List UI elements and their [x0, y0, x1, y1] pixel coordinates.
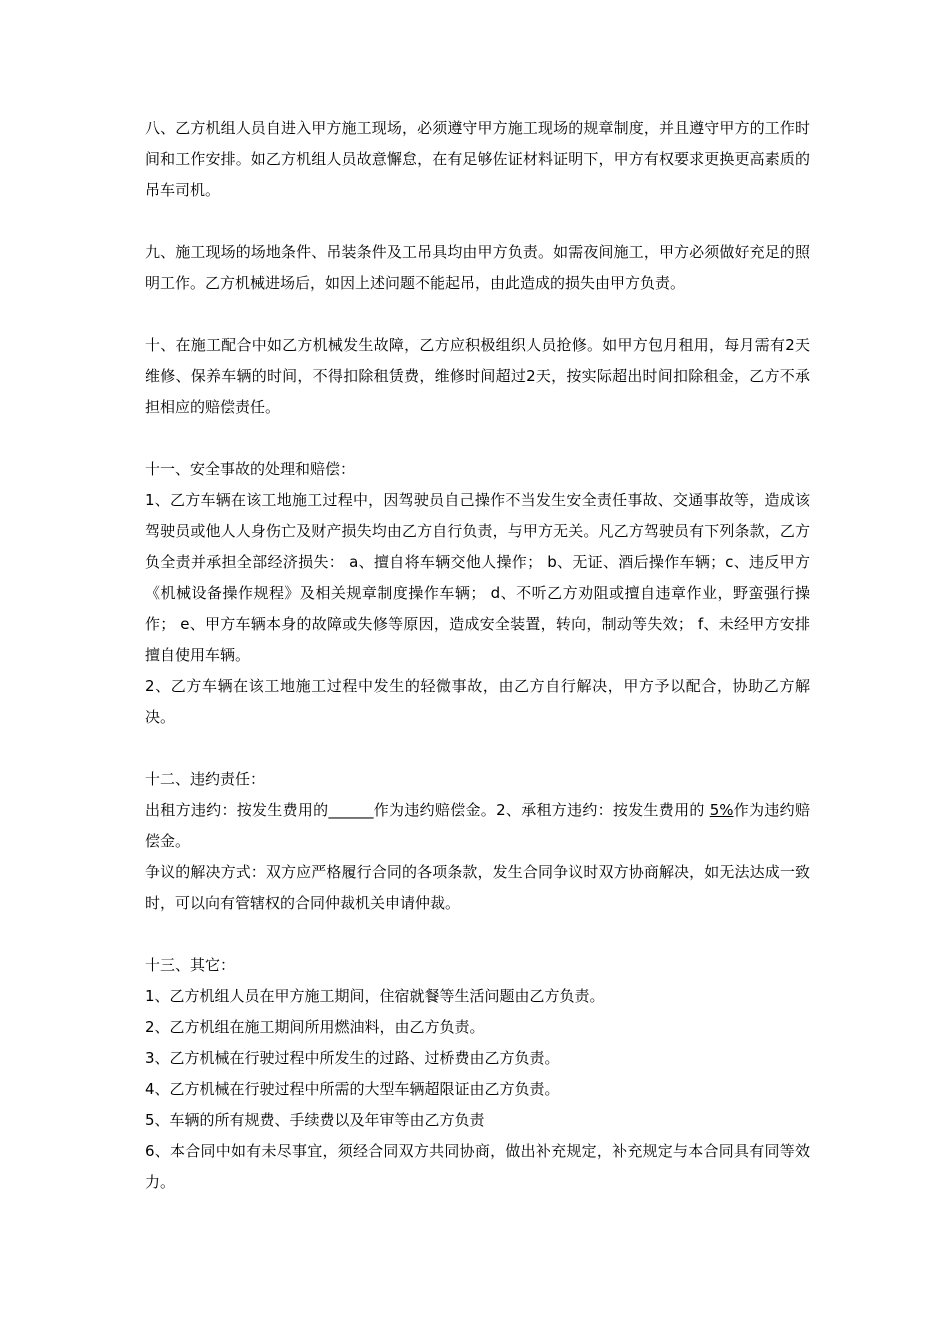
clause-13-item-6: 6、本合同中如有未尽事宜，须经合同双方共同协商，做出补充规定，补充规定与本合同具有同等效力。 [145, 1142, 810, 1191]
clause-13-heading: 十三、其它： [145, 956, 236, 974]
clause-12-heading: 十二、违约责任： [145, 770, 266, 788]
clause-9 [145, 237, 810, 299]
clause-12-dispute: 争议的解决方式：双方应严格履行合同的各项条款，发生合同争议时双方协商解决，如无法达成一致时，可以向有管辖权的合同仲裁机关申请仲裁。 [145, 863, 810, 912]
breach-amount-blank: ______ [328, 801, 374, 819]
clause-8 [145, 113, 810, 206]
clause-13-item-4: 4、乙方机械在行驶过程中所需的大型车辆超限证由乙方负责。 [145, 1080, 560, 1098]
clause-12 [145, 764, 810, 919]
clause-11-heading: 十一、安全事故的处理和赔偿： [145, 460, 356, 478]
clause-13-item-2: 2、乙方机组在施工期间所用燃油料，由乙方负责。 [145, 1018, 485, 1036]
clause-10 [145, 330, 810, 423]
clause-11-item-2: 2、乙方车辆在该工地施工过程中发生的轻微事故，由乙方自行解决，甲方予以配合，协助乙方解决。 [145, 677, 810, 726]
clause-8-text: 八、乙方机组人员自进入甲方施工现场，必须遵守甲方施工现场的规章制度，并且遵守甲方的工作时间和工作安排。如乙方机组人员故意懈怠，在有足够佐证材料证明下，甲方有权要求更换更高素质的吊车司机。 [145, 119, 810, 199]
clause-13-item-1: 1、乙方机组人员在甲方施工期间，住宿就餐等生活问题由乙方负责。 [145, 987, 605, 1005]
breach-percent: 5% [709, 801, 734, 819]
clause-11-item-1: 1、乙方车辆在该工地施工过程中，因驾驶员自己操作不当发生安全责任事故、交通事故等，造成该驾驶员或他人人身伤亡及财产损失均由乙方自行负责，与甲方无关。凡乙方驾驶员有下列条款，乙方负全责并承担全部经济损失： a、擅自将车辆交他人操作； b、无证、酒后操作车辆；c、违反甲方《机械设备操作规程》及相关规章制度操作车辆； d、不听乙方劝阻或擅自违章作业，野蛮强行操作； e、甲方车辆本身的故障或失修等原因，造成安全装置，转向，制动等失效； f、未经甲方安排擅自使用车辆。 [145, 491, 810, 664]
breach-lessor-text: 出租方违约：按发生费用的 [145, 801, 329, 819]
clause-12-breach-text [145, 795, 810, 857]
clause-13-item-5: 5、车辆的所有规费、手续费以及年审等由乙方负责 [145, 1111, 485, 1129]
clause-13-item-3: 3、乙方机械在行驶过程中所发生的过路、过桥费由乙方负责。 [145, 1049, 560, 1067]
clause-10-text: 十、在施工配合中如乙方机械发生故障，乙方应积极组织人员抢修。如甲方包月租用，每月需有2天维修、保养车辆的时间，不得扣除租赁费，维修时间超过2天，按实际超出时间扣除租金，乙方不承担相应的赔偿责任。 [145, 336, 810, 416]
breach-lessee-text: 作为违约赔偿金。2、承租方违约：按发生费用的 [373, 801, 710, 819]
clause-13 [145, 950, 810, 1198]
contract-page [145, 113, 810, 1229]
clause-9-text: 九、施工现场的场地条件、吊装条件及工吊具均由甲方负责。如需夜间施工，甲方必须做好充足的照明工作。乙方机械进场后，如因上述问题不能起吊，由此造成的损失由甲方负责。 [145, 243, 810, 292]
clause-11 [145, 454, 810, 733]
breach-end-text: 作为违约赔偿金。 [145, 801, 810, 850]
